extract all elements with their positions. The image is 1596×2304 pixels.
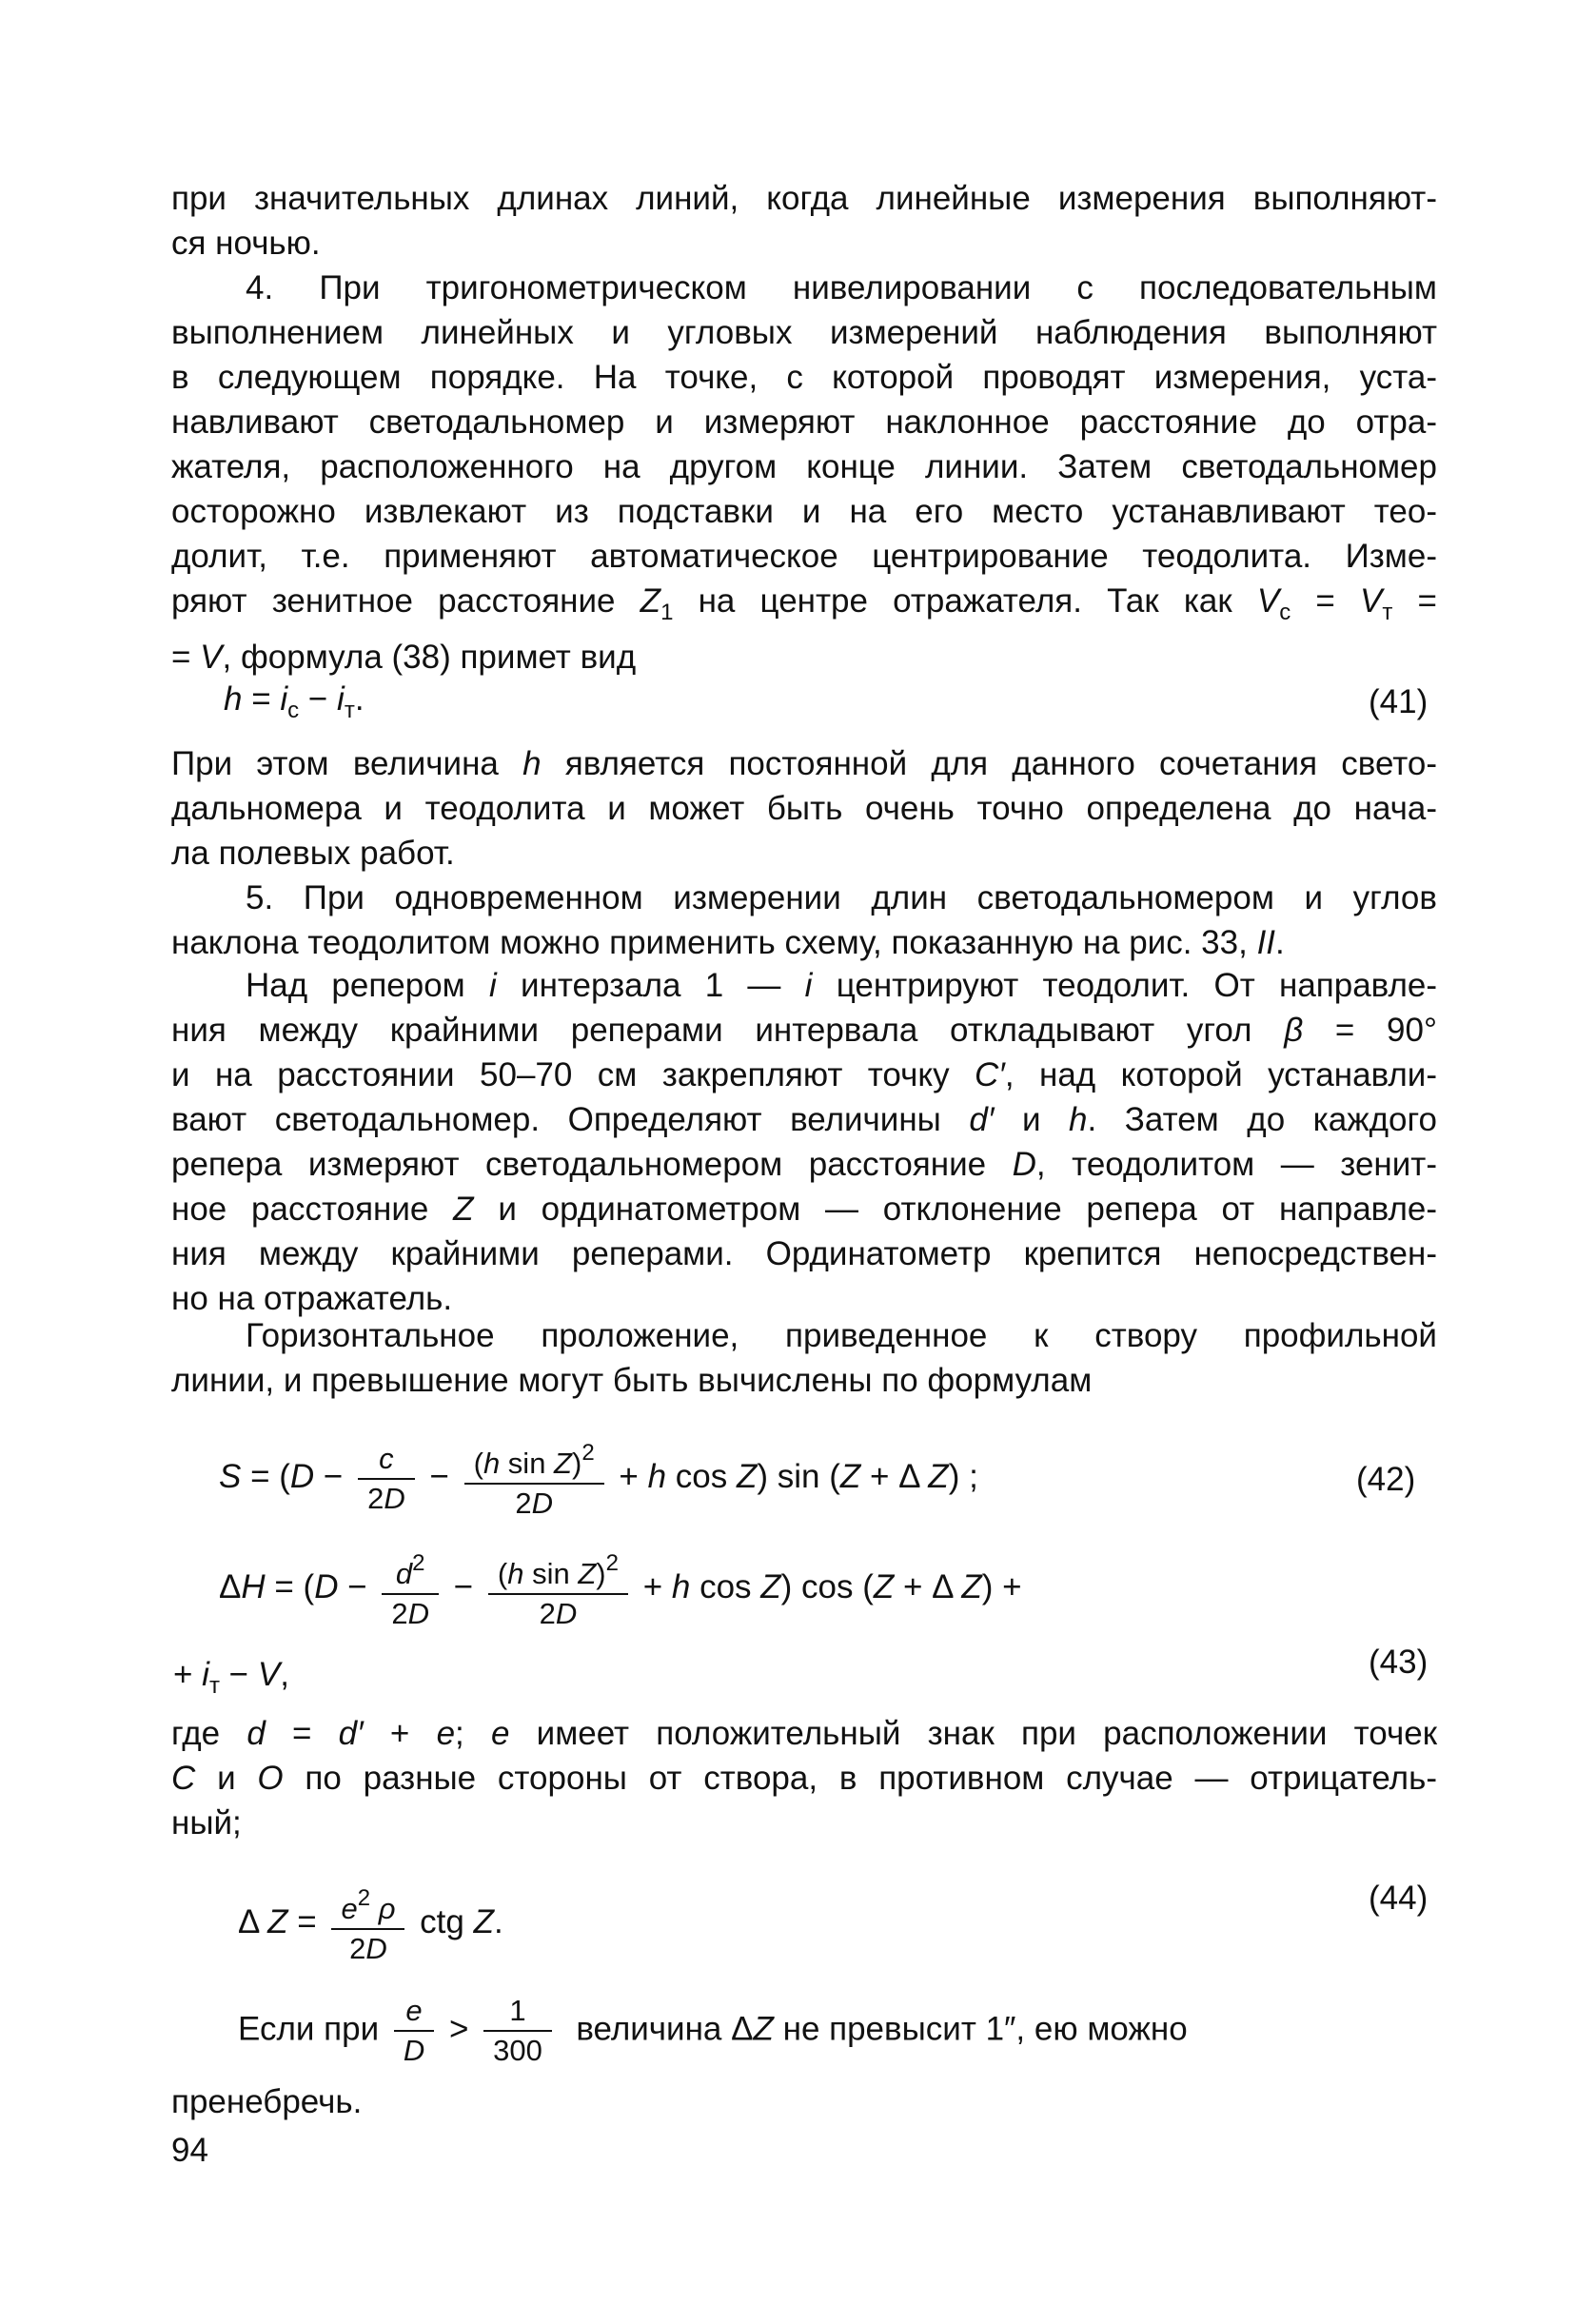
fraction: $\frac{1}{300}$	[483, 1992, 552, 2070]
text-segment: ния между крайними реперами интервала откладывают угол	[171, 1012, 1252, 1049]
text-line: ла полевых работ.	[171, 835, 455, 872]
text-segment: ное расстояние	[171, 1191, 429, 1228]
text-line: ся ночью.	[171, 225, 321, 262]
fraction: $\frac{e}{D}$	[394, 1992, 434, 2070]
text-line: выполнением линейных и угловых измерений наблюдения выполняют	[171, 314, 1437, 351]
text-segment: формула (38) примет вид	[240, 639, 637, 676]
equation-41: $h = i_c - i_т$.	[224, 680, 365, 723]
equation-number: (41)	[1369, 683, 1429, 720]
text-segment: интерзала 1 —	[521, 967, 781, 1004]
text-line: ный;	[171, 1804, 242, 1841]
text-line: при значительных длинах линий, когда линейные измерения выполняют-	[171, 180, 1437, 217]
text-segment: Над репером	[246, 967, 465, 1004]
text-line: 5. При одновременном измерении длин светодальномером и углов	[246, 879, 1437, 916]
equation-number: (43)	[1369, 1644, 1429, 1681]
page-number: 94	[171, 2132, 208, 2169]
text-segment: является постоянной для данного сочетания свето-	[564, 745, 1437, 782]
text-line: 4. При тригонометрическом нивелировании с последовательным	[246, 269, 1437, 306]
text-segment: имеет положительный знак при расположении точек	[536, 1715, 1438, 1752]
text-line: C и O по разные стороны от створа, в противном случае — отрицатель-	[171, 1760, 1437, 1797]
fraction: $\frac{(h \sin Z)^2}{2D}$	[464, 1434, 604, 1523]
text-segment: по разные стороны от створа, в противном случае — отрицатель-	[305, 1760, 1437, 1797]
fraction: $\frac{c}{2D}$	[358, 1440, 415, 1518]
equation-42: S = (D − $\frac{c}{2D}$ − $\frac{(h \sin Z)^2}{2D}$ + h cos Z) sin (Z + Δ Z) ;	[219, 1434, 978, 1523]
text-line: долит, т.е. применяют автоматическое центрирование теодолита. Изме-	[171, 538, 1437, 575]
text-segment: наклона теодолитом можно применить схему, показанную на рис. 33,	[171, 924, 1248, 961]
equation-44: Δ Z = $\frac{e^2 \rho}{2D}$ ctg Z.	[238, 1880, 503, 1968]
text-line: где d = d′ + e; e имеет положительный знак при расположении точек	[171, 1715, 1438, 1752]
text-line: пренебречь.	[171, 2083, 363, 2120]
text-segment: , над которой устанавли-	[1004, 1056, 1437, 1093]
text-line: = V, формула (38) примет вид	[171, 639, 637, 676]
paragraph-h-constant	[171, 741, 1437, 876]
text-line: осторожно извлекают из подставки и на его место устанавливают тео-	[171, 493, 1437, 530]
text-line: навливают светодальномер и измеряют наклонное расстояние до отра-	[171, 404, 1437, 441]
paragraph-last-line2	[171, 2079, 1437, 2124]
paragraph-horizontal	[171, 1313, 1437, 1403]
text-line: ния между крайними реперами. Ординатометр крепится непосредствен-	[171, 1235, 1437, 1272]
text-segment: и	[1021, 1101, 1041, 1138]
paragraph-last-line1: Если при $\frac{e}{D}$ > $\frac{1}{300}$ величина ΔZ не превысит 1″, ею можно	[238, 1992, 1188, 2070]
text-line: и на расстоянии 50–70 см закрепляют точку C′, над которой устанавли-	[171, 1056, 1437, 1093]
text-line: линии, и превышение могут быть вычислены по формулам	[171, 1362, 1093, 1399]
text-line: но на отражатель.	[171, 1280, 453, 1317]
text-segment: и ординатометром — отклонение репера от направле-	[498, 1191, 1437, 1228]
text-line: ное расстояние Z и ординатометром — отклонение репера от направле-	[171, 1191, 1437, 1228]
paragraph-reper	[171, 963, 1437, 1321]
paragraph-intro	[171, 176, 1437, 266]
text-segment: Если при	[238, 2010, 380, 2048]
paragraph-5	[171, 876, 1437, 965]
text-line: наклона теодолитом можно применить схему, показанную на рис. 33, II.	[171, 924, 1285, 961]
text-segment: вают светодальномер. Определяют величины	[171, 1101, 941, 1138]
paragraph-4	[171, 266, 1437, 679]
text-line: дальномера и теодолита и может быть очень точно определена до нача-	[171, 790, 1437, 827]
equation-number: (44)	[1369, 1880, 1429, 1917]
text-segment: При этом величина	[171, 745, 499, 782]
equation-number: (42)	[1356, 1461, 1416, 1498]
text-segment: и	[217, 1760, 236, 1797]
text-segment: . Затем до каждого	[1087, 1101, 1437, 1138]
fraction: $\frac{(h \sin Z)^2}{2D}$	[488, 1545, 628, 1633]
text-line: жателя, расположенного на другом конце линии. Затем светодальномер	[171, 448, 1437, 485]
text-segment: центрируют теодолит. От направле-	[836, 967, 1438, 1004]
fraction: $\frac{d^2}{2D}$	[382, 1545, 439, 1633]
text-line: Горизонтальное проложение, приведенное к створу профильной	[246, 1317, 1437, 1354]
text-segment: репера измеряют светодальномером расстояние	[171, 1146, 987, 1183]
text-line: Над репером i интерзала 1 — i центрируют теодолит. От направле-	[246, 967, 1438, 1004]
paragraph-where	[171, 1711, 1437, 1845]
text-line: репера измеряют светодальномером расстояние D, теодолитом — зенит-	[171, 1146, 1437, 1183]
text-segment: ряют зенитное расстояние	[171, 582, 616, 620]
fraction: $\frac{e^2 \rho}{2D}$	[331, 1880, 404, 1968]
text-segment: на центре отражателя. Так как	[698, 582, 1232, 620]
text-segment: где	[171, 1715, 221, 1752]
text-line: ряют зенитное расстояние $Z_1$ на центре отражателя. Так как $V_c = V_т$ =	[171, 582, 1437, 625]
equation-43: ΔH = (D − $\frac{d^2}{2D}$ − $\frac{(h \sin Z)^2}{2D}$ + h cos Z) cos (Z + Δ Z) +	[219, 1545, 1022, 1633]
text-line: вают светодальномер. Определяют величины d′ и h. Затем до каждого	[171, 1101, 1437, 1138]
text-segment: , теодолитом — зенит-	[1035, 1146, 1437, 1183]
text-line: При этом величина h является постоянной для данного сочетания свето-	[171, 745, 1437, 782]
text-segment: величина	[576, 2010, 722, 2048]
text-segment: не превысит 1″, ею можно	[782, 2010, 1188, 2048]
text-line: ния между крайними реперами интервала откладывают угол β = 90°	[171, 1012, 1437, 1049]
equation-43-continuation: + $i_т - V$,	[173, 1656, 289, 1699]
text-line: в следующем порядке. На точке, с которой проводят измерения, уста-	[171, 359, 1437, 396]
text-segment: и на расстоянии 50–70 см закрепляют точку	[171, 1056, 950, 1093]
